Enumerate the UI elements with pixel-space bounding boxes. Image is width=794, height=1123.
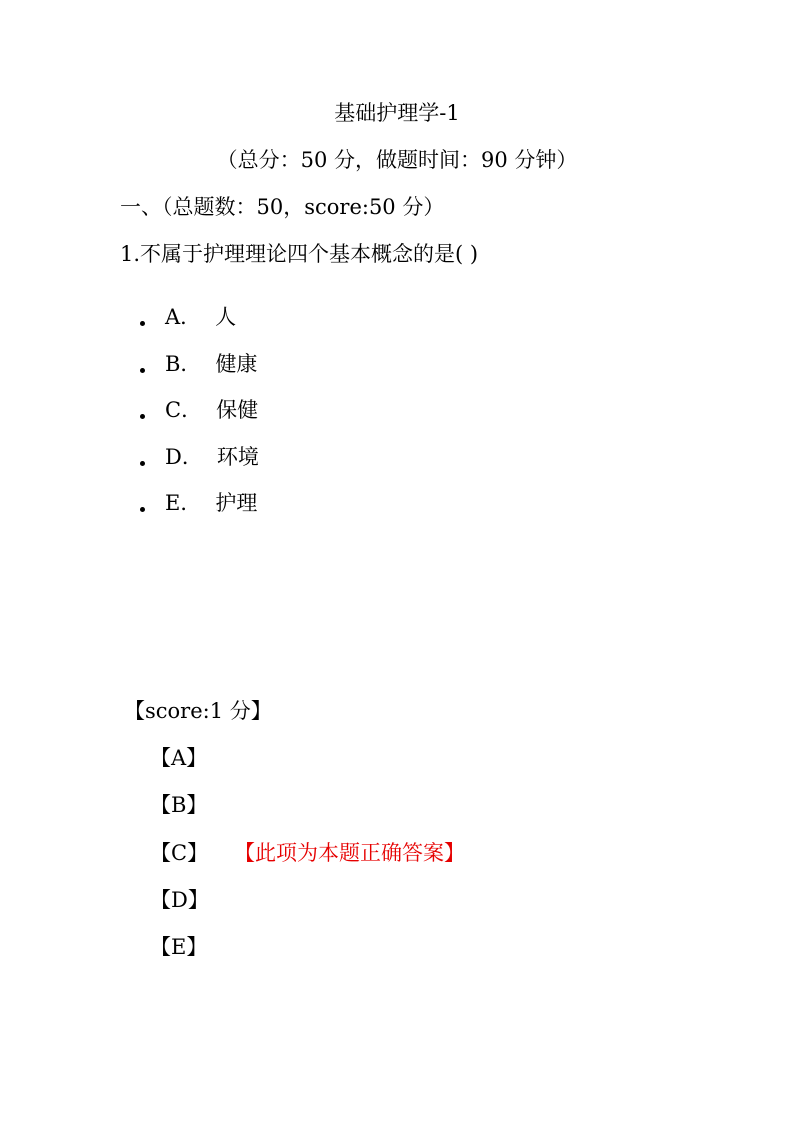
answer-label: 【A】 (150, 746, 208, 770)
option-letter: D． (165, 444, 203, 469)
option-letter: A． (165, 305, 202, 329)
correct-answer-note: 【此项为本题正确答案】 (234, 840, 465, 865)
option-list (140, 302, 259, 535)
section-heading: 一、（总题数：50，score:50 分） (120, 195, 445, 219)
answer-label: 【D】 (150, 887, 209, 912)
bullet-icon (140, 414, 145, 419)
option-text: 人 (215, 305, 237, 329)
option-text: 环境 (216, 444, 259, 469)
option-text: 护理 (215, 491, 258, 515)
bullet-icon (140, 321, 145, 326)
option-b (140, 349, 259, 396)
answer-b (150, 790, 465, 837)
exam-info: （总分：50 分，做题时间：90 分钟） (216, 148, 578, 172)
option-c (140, 395, 259, 442)
answer-list (150, 743, 465, 979)
option-text: 健康 (215, 351, 258, 376)
option-a (140, 302, 259, 349)
bullet-icon (140, 368, 145, 373)
option-letter: E． (165, 491, 202, 515)
bullet-icon (140, 507, 145, 512)
answer-d (150, 885, 465, 932)
bullet-icon (140, 461, 145, 466)
answer-label: 【C】 (150, 840, 209, 865)
question-text: 1.不属于护理理论四个基本概念的是( ) (120, 242, 479, 266)
score-label: 【score:1 分】 (124, 699, 272, 723)
option-text: 保健 (216, 398, 259, 422)
answer-label: 【B】 (150, 793, 208, 818)
document-title: 基础护理学-1 (334, 101, 460, 125)
option-d (140, 442, 259, 489)
answer-e (150, 932, 465, 979)
option-e (140, 488, 259, 535)
answer-c (150, 838, 465, 885)
option-letter: C． (165, 398, 203, 422)
answer-label: 【E】 (150, 935, 208, 960)
answer-a (150, 743, 465, 790)
option-letter: B． (165, 351, 202, 376)
